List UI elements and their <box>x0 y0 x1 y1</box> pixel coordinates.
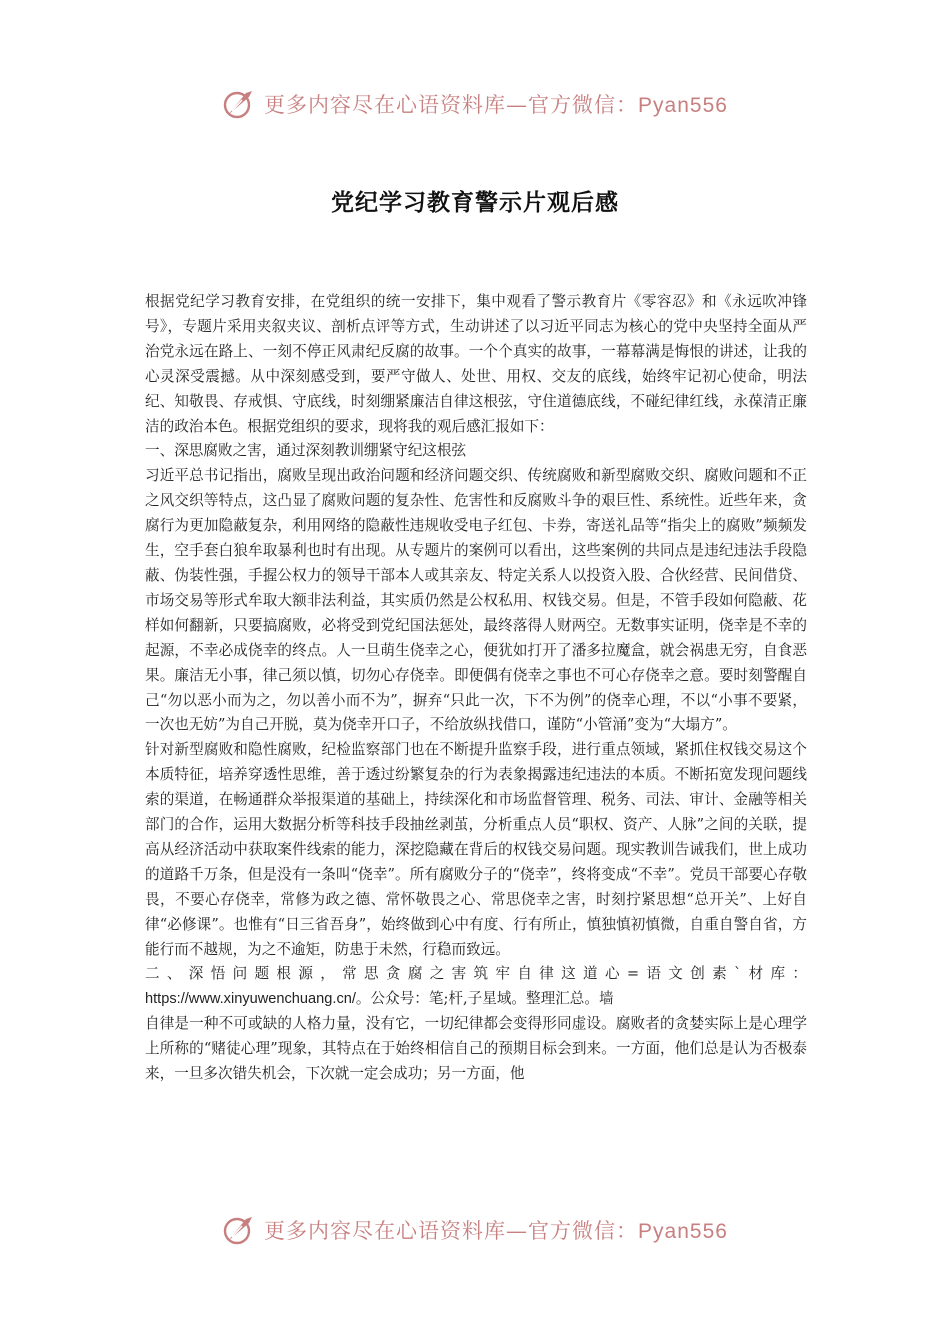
paragraph-section2-a: 自律是一种不可或缺的人格力量，没有它，一切纪律都会变得形同虚设。腐败者的贪婪实际上是心理学上所称的“赌徒心理”现象，其特点在于始终相信自己的预期目标会到来。一方面，他们总是认为否极泰来，一旦多次错失机会，下次就一定会成功；另一方面，他 <box>145 1015 807 1083</box>
section-heading-2: 二、深悟问题根源，常思贪腐之害筑牢自律这道心=语文创素`材库：https://www.xinyuwenchuang.cn/。公众号：笔;杆,子星域。整理汇总。墙 <box>145 965 807 1008</box>
document-title: 党纪学习教育警示片观后感 <box>331 189 619 216</box>
quill-logo-icon <box>222 87 256 121</box>
banner-text: 更多内容尽在心语资料库—官方微信：Pyan556 <box>264 1219 728 1243</box>
paragraph-section1-b: 针对新型腐败和隐性腐败，纪检监察部门也在不断提升监察手段，进行重点领域，紧抓住权钱交易这个本质特征，培养穿透性思维，善于透过纷繁复杂的行为表象揭露违纪违法的本质。不断拓宽发现问题线索的渠道，在畅通群众举报渠道的基础上，持续深化和市场监督管理、税务、司法、审计、金融等相关部门的合作，运用大数据分析等科技手段抽丝剥茧，分析重点人员“职权、资产、人脉”之间的关联，提高从经济活动中获取案件线索的能力，深挖隐藏在背后的权钱交易问题。现实教训告诫我们，世上成功的道路千万条，但是没有一条叫“侥幸”。所有腐败分子的“侥幸”，终将变成“不幸”。党员干部要心存敬畏，不要心存侥幸，常修为政之德、常怀敬畏之心、常思侥幸之害，时刻拧紧思想“总开关”、上好自律“必修课”。也惟有“日三省吾身”，始终做到心中有度、行有所止，慎独慎初慎微，自重自警自省，方能行而不越规，为之不逾矩，防患于未然，行稳而致远。 <box>145 741 807 958</box>
banner-text: 更多内容尽在心语资料库—官方微信：Pyan556 <box>264 93 728 117</box>
header-banner <box>0 84 950 124</box>
paragraph-intro: 根据党纪学习教育安排，在党组织的统一安排下，集中观看了警示教育片《零容忍》和《永远吹冲锋号》，专题片采用夹叙夹议、剖析点评等方式，生动讲述了以习近平同志为核心的党中央坚持全面从严治党永远在路上、一刻不停正风肃纪反腐的故事。一个个真实的故事，一幕幕满是悔恨的讲述，让我的心灵深受震撼。从中深刻感受到，要严守做人、处世、用权、交友的底线，始终牢记初心使命，明法纪、知敬畏、存戒惧、守底线，时刻绷紧廉洁自律这根弦，守住道德底线，不碰纪律红线，永葆清正廉洁的政治本色。根据党组织的要求，现将我的观后感汇报如下： <box>145 293 807 435</box>
footer-banner <box>0 1210 950 1250</box>
document-body <box>145 290 807 1087</box>
quill-logo-icon <box>222 1213 256 1247</box>
section-heading-1: 一、深思腐败之害，通过深刻教训绷紧守纪这根弦 <box>145 442 467 460</box>
paragraph-section1-a: 习近平总书记指出，腐败呈现出政治问题和经济问题交织、传统腐败和新型腐败交织、腐败问题和不正之风交织等特点，这凸显了腐败问题的复杂性、危害性和反腐败斗争的艰巨性、系统性。近些年来，贪腐行为更加隐蔽复杂，利用网络的隐蔽性违规收受电子红包、卡券，寄送礼品等“指尖上的腐败”频频发生，空手套白狼牟取暴利也时有出现。从专题片的案例可以看出，这些案例的共同点是违纪违法手段隐蔽、伪装性强，手握公权力的领导干部本人或其亲友、特定关系人以投资入股、合伙经营、民间借贷、市场交易等形式牟取大额非法利益，其实质仍然是公权私用、权钱交易。但是，不管手段如何隐蔽、花样如何翻新，只要搞腐败，必将受到党纪国法惩处，最终落得人财两空。无数事实证明，侥幸是不幸的起源，不幸必成侥幸的终点。人一旦萌生侥幸之心，便犹如打开了潘多拉魔盒，就会祸患无穷，自食恶果。廉洁无小事，律己须以慎，切勿心存侥幸。即便偶有侥幸之事也不可心存侥幸之意。要时刻警醒自己“勿以恶小而为之，勿以善小而不为”，摒弃“只此一次，下不为例”的侥幸心理，不以“小事不要紧，一次也无妨”为自己开脱，莫为侥幸开口子，不给放纵找借口，谨防“小管涌”变为“大塌方”。 <box>145 467 807 734</box>
source-link[interactable]: https://www.xinyuwenchuang.cn/ <box>145 991 356 1008</box>
